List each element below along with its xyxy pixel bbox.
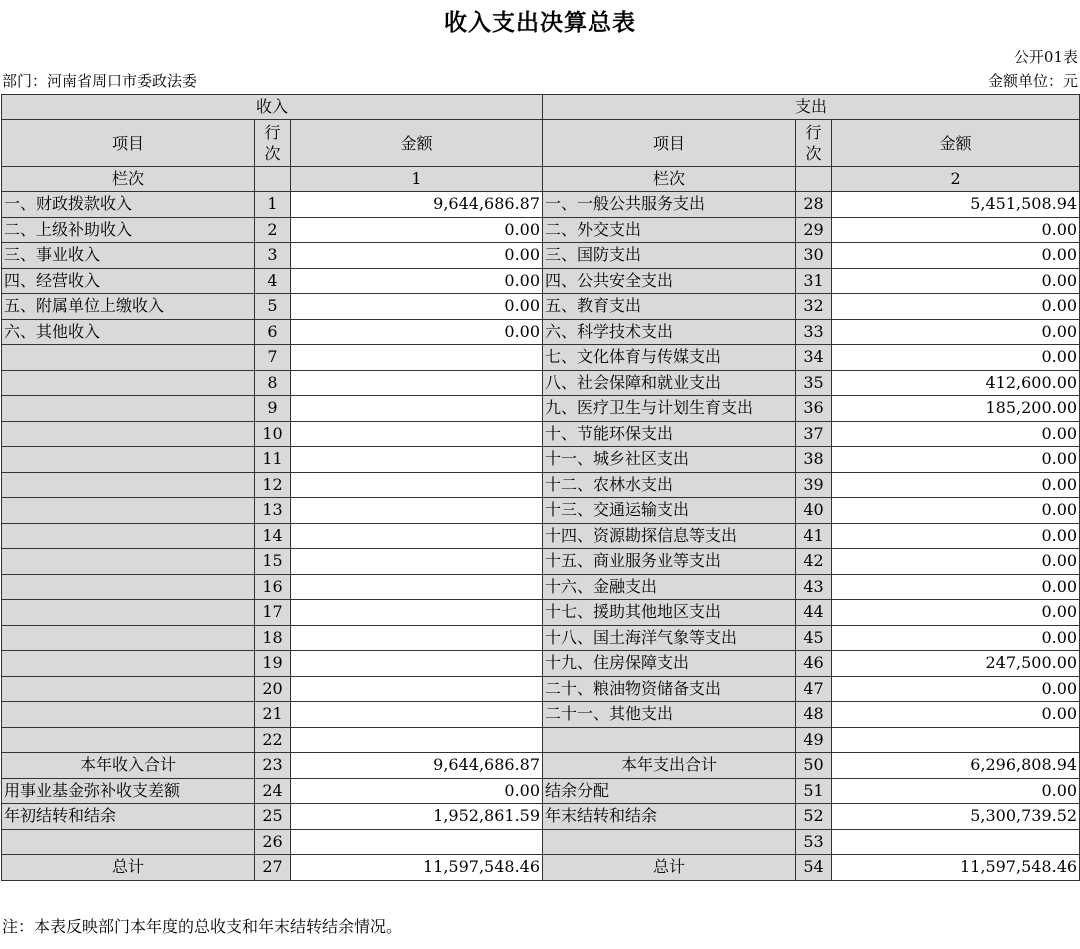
expense-amount-cell: 0.00 bbox=[832, 498, 1080, 524]
expense-item-cell: 结余分配 bbox=[543, 778, 796, 804]
expense-amount-cell: 0.00 bbox=[832, 447, 1080, 473]
expense-item-cell: 十二、农林水支出 bbox=[543, 472, 796, 498]
table-row bbox=[2, 319, 1080, 345]
income-item-cell bbox=[2, 345, 255, 371]
income-amount-cell: 0.00 bbox=[291, 778, 543, 804]
expense-line-no-cell: 50 bbox=[796, 753, 832, 779]
expense-line-no-cell: 44 bbox=[796, 600, 832, 626]
income-item-cell bbox=[2, 574, 255, 600]
income-item-cell bbox=[2, 625, 255, 651]
expense-line-no-header: 行次 bbox=[796, 120, 832, 167]
expense-item-cell: 二十一、其他支出 bbox=[543, 702, 796, 728]
income-item-cell: 一、财政拨款收入 bbox=[2, 192, 255, 218]
table-row bbox=[2, 294, 1080, 320]
expense-line-no-cell: 30 bbox=[796, 243, 832, 269]
income-line-no-cell: 4 bbox=[255, 268, 291, 294]
income-line-no-cell: 25 bbox=[255, 804, 291, 830]
income-line-no-cell: 24 bbox=[255, 778, 291, 804]
income-amount-cell bbox=[291, 676, 543, 702]
expense-line-no-cell: 42 bbox=[796, 549, 832, 575]
expense-item-cell: 三、国防支出 bbox=[543, 243, 796, 269]
income-item-cell bbox=[2, 549, 255, 575]
income-item-cell bbox=[2, 523, 255, 549]
table-row bbox=[2, 549, 1080, 575]
income-amount-cell bbox=[291, 651, 543, 677]
expense-item-cell: 十八、国土海洋气象等支出 bbox=[543, 625, 796, 651]
income-line-no-cell: 18 bbox=[255, 625, 291, 651]
table-row bbox=[2, 676, 1080, 702]
expense-amount-cell: 0.00 bbox=[832, 217, 1080, 243]
expense-item-cell bbox=[543, 829, 796, 855]
income-line-no-cell: 11 bbox=[255, 447, 291, 473]
table-row bbox=[2, 778, 1080, 804]
expense-amount-cell: 5,300,739.52 bbox=[832, 804, 1080, 830]
expense-line-no-cell: 40 bbox=[796, 498, 832, 524]
expense-amount-cell: 11,597,548.46 bbox=[832, 855, 1080, 881]
income-item-cell bbox=[2, 447, 255, 473]
income-amount-cell: 0.00 bbox=[291, 319, 543, 345]
table-row bbox=[2, 753, 1080, 779]
income-line-no-cell: 1 bbox=[255, 192, 291, 218]
income-amount-cell: 1,952,861.59 bbox=[291, 804, 543, 830]
income-amount-cell bbox=[291, 345, 543, 371]
expense-line-no-cell: 28 bbox=[796, 192, 832, 218]
expense-line-no-cell: 43 bbox=[796, 574, 832, 600]
income-line-no-cell: 9 bbox=[255, 396, 291, 422]
expense-line-no-cell: 39 bbox=[796, 472, 832, 498]
income-amount-cell bbox=[291, 702, 543, 728]
expense-amount-cell: 0.00 bbox=[832, 294, 1080, 320]
income-line-no-cell: 10 bbox=[255, 421, 291, 447]
expense-item-cell: 总计 bbox=[543, 855, 796, 881]
income-line-no-cell: 27 bbox=[255, 855, 291, 881]
form-number: 公开01表 bbox=[1013, 48, 1078, 66]
expense-amount-cell bbox=[832, 829, 1080, 855]
income-item-cell bbox=[2, 472, 255, 498]
income-line-no-cell: 22 bbox=[255, 727, 291, 753]
expense-line-no-cell: 35 bbox=[796, 370, 832, 396]
expense-column-label: 栏次 bbox=[543, 167, 796, 192]
expense-amount-cell: 0.00 bbox=[832, 421, 1080, 447]
table-row bbox=[2, 804, 1080, 830]
expense-amount-cell bbox=[832, 727, 1080, 753]
income-amount-cell bbox=[291, 829, 543, 855]
table-row bbox=[2, 472, 1080, 498]
income-line-no-cell: 21 bbox=[255, 702, 291, 728]
expense-line-no-cell: 36 bbox=[796, 396, 832, 422]
expense-item-cell: 一、一般公共服务支出 bbox=[543, 192, 796, 218]
table-row bbox=[2, 192, 1080, 218]
expense-amount-cell: 0.00 bbox=[832, 319, 1080, 345]
income-amount-cell bbox=[291, 523, 543, 549]
expense-line-no-cell: 45 bbox=[796, 625, 832, 651]
expense-line-no-cell: 41 bbox=[796, 523, 832, 549]
table-row bbox=[2, 447, 1080, 473]
income-line-no-cell: 8 bbox=[255, 370, 291, 396]
income-line-no-cell: 17 bbox=[255, 600, 291, 626]
income-item-cell bbox=[2, 498, 255, 524]
income-amount-cell bbox=[291, 421, 543, 447]
expense-amount-cell: 0.00 bbox=[832, 472, 1080, 498]
income-line-no-cell: 15 bbox=[255, 549, 291, 575]
expense-line-no-cell: 31 bbox=[796, 268, 832, 294]
expense-line-no-cell: 32 bbox=[796, 294, 832, 320]
income-item-cell: 总计 bbox=[2, 855, 255, 881]
expense-amount-cell: 0.00 bbox=[832, 549, 1080, 575]
expense-amount-cell: 0.00 bbox=[832, 600, 1080, 626]
expense-amount-cell: 412,600.00 bbox=[832, 370, 1080, 396]
table-row bbox=[2, 523, 1080, 549]
expense-amount-cell: 0.00 bbox=[832, 574, 1080, 600]
income-column-number: 1 bbox=[291, 167, 543, 192]
expense-amount-cell: 0.00 bbox=[832, 625, 1080, 651]
income-line-no-cell: 16 bbox=[255, 574, 291, 600]
expense-item-cell: 九、医疗卫生与计划生育支出 bbox=[543, 396, 796, 422]
expense-line-no-cell: 37 bbox=[796, 421, 832, 447]
expense-item-cell: 十六、金融支出 bbox=[543, 574, 796, 600]
table-row bbox=[2, 625, 1080, 651]
report-title: 收入支出决算总表 bbox=[444, 9, 636, 36]
expense-line-no-cell: 53 bbox=[796, 829, 832, 855]
income-item-cell bbox=[2, 421, 255, 447]
expense-item-cell: 七、文化体育与传媒支出 bbox=[543, 345, 796, 371]
income-amount-cell bbox=[291, 472, 543, 498]
amount-unit-label: 金额单位：元 bbox=[987, 72, 1078, 90]
income-line-no-cell: 13 bbox=[255, 498, 291, 524]
income-item-cell bbox=[2, 676, 255, 702]
income-amount-cell bbox=[291, 447, 543, 473]
table-row bbox=[2, 574, 1080, 600]
income-item-cell bbox=[2, 651, 255, 677]
expense-item-cell: 十、节能环保支出 bbox=[543, 421, 796, 447]
income-line-no-cell: 3 bbox=[255, 243, 291, 269]
table-row bbox=[2, 702, 1080, 728]
income-amount-cell: 0.00 bbox=[291, 268, 543, 294]
income-line-no-cell: 14 bbox=[255, 523, 291, 549]
income-item-cell: 四、经营收入 bbox=[2, 268, 255, 294]
expense-amount-cell: 0.00 bbox=[832, 702, 1080, 728]
expense-amount-cell: 0.00 bbox=[832, 778, 1080, 804]
income-item-cell: 三、事业收入 bbox=[2, 243, 255, 269]
income-item-cell: 六、其他收入 bbox=[2, 319, 255, 345]
income-line-no-cell: 26 bbox=[255, 829, 291, 855]
income-column-blank bbox=[255, 167, 291, 192]
expense-amount-cell: 0.00 bbox=[832, 243, 1080, 269]
income-amount-cell bbox=[291, 574, 543, 600]
income-amount-cell: 11,597,548.46 bbox=[291, 855, 543, 881]
expense-item-cell: 二十、粮油物资储备支出 bbox=[543, 676, 796, 702]
expense-item-cell: 五、教育支出 bbox=[543, 294, 796, 320]
expense-amount-cell: 6,296,808.94 bbox=[832, 753, 1080, 779]
income-amount-cell bbox=[291, 370, 543, 396]
income-amount-cell bbox=[291, 727, 543, 753]
table-row bbox=[2, 396, 1080, 422]
budget-summary-table bbox=[1, 94, 1080, 881]
income-item-cell bbox=[2, 396, 255, 422]
table-row bbox=[2, 243, 1080, 269]
income-amount-cell bbox=[291, 625, 543, 651]
income-amount-cell: 0.00 bbox=[291, 243, 543, 269]
expense-amount-cell: 5,451,508.94 bbox=[832, 192, 1080, 218]
income-line-no-header: 行次 bbox=[255, 120, 291, 167]
expense-item-cell: 十九、住房保障支出 bbox=[543, 651, 796, 677]
expense-item-cell: 十一、城乡社区支出 bbox=[543, 447, 796, 473]
expense-item-cell: 四、公共安全支出 bbox=[543, 268, 796, 294]
table-row bbox=[2, 855, 1080, 881]
expense-column-number: 2 bbox=[832, 167, 1080, 192]
table-row bbox=[2, 217, 1080, 243]
table-row bbox=[2, 829, 1080, 855]
income-header: 收入 bbox=[2, 95, 543, 120]
income-amount-header: 金额 bbox=[291, 120, 543, 167]
expense-line-no-cell: 46 bbox=[796, 651, 832, 677]
income-item-cell bbox=[2, 727, 255, 753]
expense-amount-cell: 0.00 bbox=[832, 676, 1080, 702]
income-amount-cell bbox=[291, 498, 543, 524]
expense-line-no-cell: 38 bbox=[796, 447, 832, 473]
expense-line-no-cell: 33 bbox=[796, 319, 832, 345]
income-item-cell bbox=[2, 370, 255, 396]
expense-amount-cell: 0.00 bbox=[832, 523, 1080, 549]
expense-item-cell: 二、外交支出 bbox=[543, 217, 796, 243]
table-row bbox=[2, 651, 1080, 677]
expense-line-no-cell: 34 bbox=[796, 345, 832, 371]
expense-line-no-cell: 49 bbox=[796, 727, 832, 753]
income-line-no-cell: 19 bbox=[255, 651, 291, 677]
income-amount-cell bbox=[291, 600, 543, 626]
income-line-no-cell: 6 bbox=[255, 319, 291, 345]
footnote: 注：本表反映部门本年度的总收支和年末结转结余情况。 bbox=[2, 917, 403, 936]
expense-item-cell: 年末结转和结余 bbox=[543, 804, 796, 830]
income-item-cell bbox=[2, 600, 255, 626]
expense-item-cell: 十五、商业服务业等支出 bbox=[543, 549, 796, 575]
income-amount-cell bbox=[291, 549, 543, 575]
expense-line-no-cell: 47 bbox=[796, 676, 832, 702]
income-line-no-cell: 2 bbox=[255, 217, 291, 243]
income-line-no-cell: 5 bbox=[255, 294, 291, 320]
income-line-no-cell: 7 bbox=[255, 345, 291, 371]
income-item-cell: 本年收入合计 bbox=[2, 753, 255, 779]
expense-line-no-cell: 52 bbox=[796, 804, 832, 830]
expense-item-cell: 本年支出合计 bbox=[543, 753, 796, 779]
income-amount-cell bbox=[291, 396, 543, 422]
income-line-no-cell: 20 bbox=[255, 676, 291, 702]
expense-line-no-cell: 54 bbox=[796, 855, 832, 881]
expense-item-cell bbox=[543, 727, 796, 753]
expense-column-blank bbox=[796, 167, 832, 192]
expense-amount-cell: 0.00 bbox=[832, 268, 1080, 294]
income-item-cell: 二、上级补助收入 bbox=[2, 217, 255, 243]
expense-item-cell: 八、社会保障和就业支出 bbox=[543, 370, 796, 396]
expense-line-no-cell: 48 bbox=[796, 702, 832, 728]
expense-item-cell: 十四、资源勘探信息等支出 bbox=[543, 523, 796, 549]
expense-line-no-cell: 51 bbox=[796, 778, 832, 804]
income-line-no-cell: 12 bbox=[255, 472, 291, 498]
expense-item-cell: 十三、交通运输支出 bbox=[543, 498, 796, 524]
expense-item-cell: 十七、援助其他地区支出 bbox=[543, 600, 796, 626]
table-row bbox=[2, 370, 1080, 396]
expense-amount-header: 金额 bbox=[832, 120, 1080, 167]
income-item-header: 项目 bbox=[2, 120, 255, 167]
income-item-cell bbox=[2, 702, 255, 728]
expense-amount-cell: 247,500.00 bbox=[832, 651, 1080, 677]
income-amount-cell: 0.00 bbox=[291, 217, 543, 243]
table-row bbox=[2, 498, 1080, 524]
department-label: 部门：河南省周口市委政法委 bbox=[2, 72, 198, 90]
expense-amount-cell: 185,200.00 bbox=[832, 396, 1080, 422]
table-row bbox=[2, 600, 1080, 626]
income-item-cell bbox=[2, 829, 255, 855]
income-item-cell: 用事业基金弥补收支差额 bbox=[2, 778, 255, 804]
income-line-no-cell: 23 bbox=[255, 753, 291, 779]
expense-amount-cell: 0.00 bbox=[832, 345, 1080, 371]
table-row bbox=[2, 421, 1080, 447]
income-amount-cell: 9,644,686.87 bbox=[291, 192, 543, 218]
income-amount-cell: 0.00 bbox=[291, 294, 543, 320]
income-item-cell: 五、附属单位上缴收入 bbox=[2, 294, 255, 320]
expense-line-no-cell: 29 bbox=[796, 217, 832, 243]
income-item-cell: 年初结转和结余 bbox=[2, 804, 255, 830]
table-row bbox=[2, 345, 1080, 371]
expense-item-header: 项目 bbox=[543, 120, 796, 167]
income-column-label: 栏次 bbox=[2, 167, 255, 192]
expense-item-cell: 六、科学技术支出 bbox=[543, 319, 796, 345]
table-row bbox=[2, 268, 1080, 294]
table-row bbox=[2, 727, 1080, 753]
income-amount-cell: 9,644,686.87 bbox=[291, 753, 543, 779]
expense-header: 支出 bbox=[543, 95, 1080, 120]
